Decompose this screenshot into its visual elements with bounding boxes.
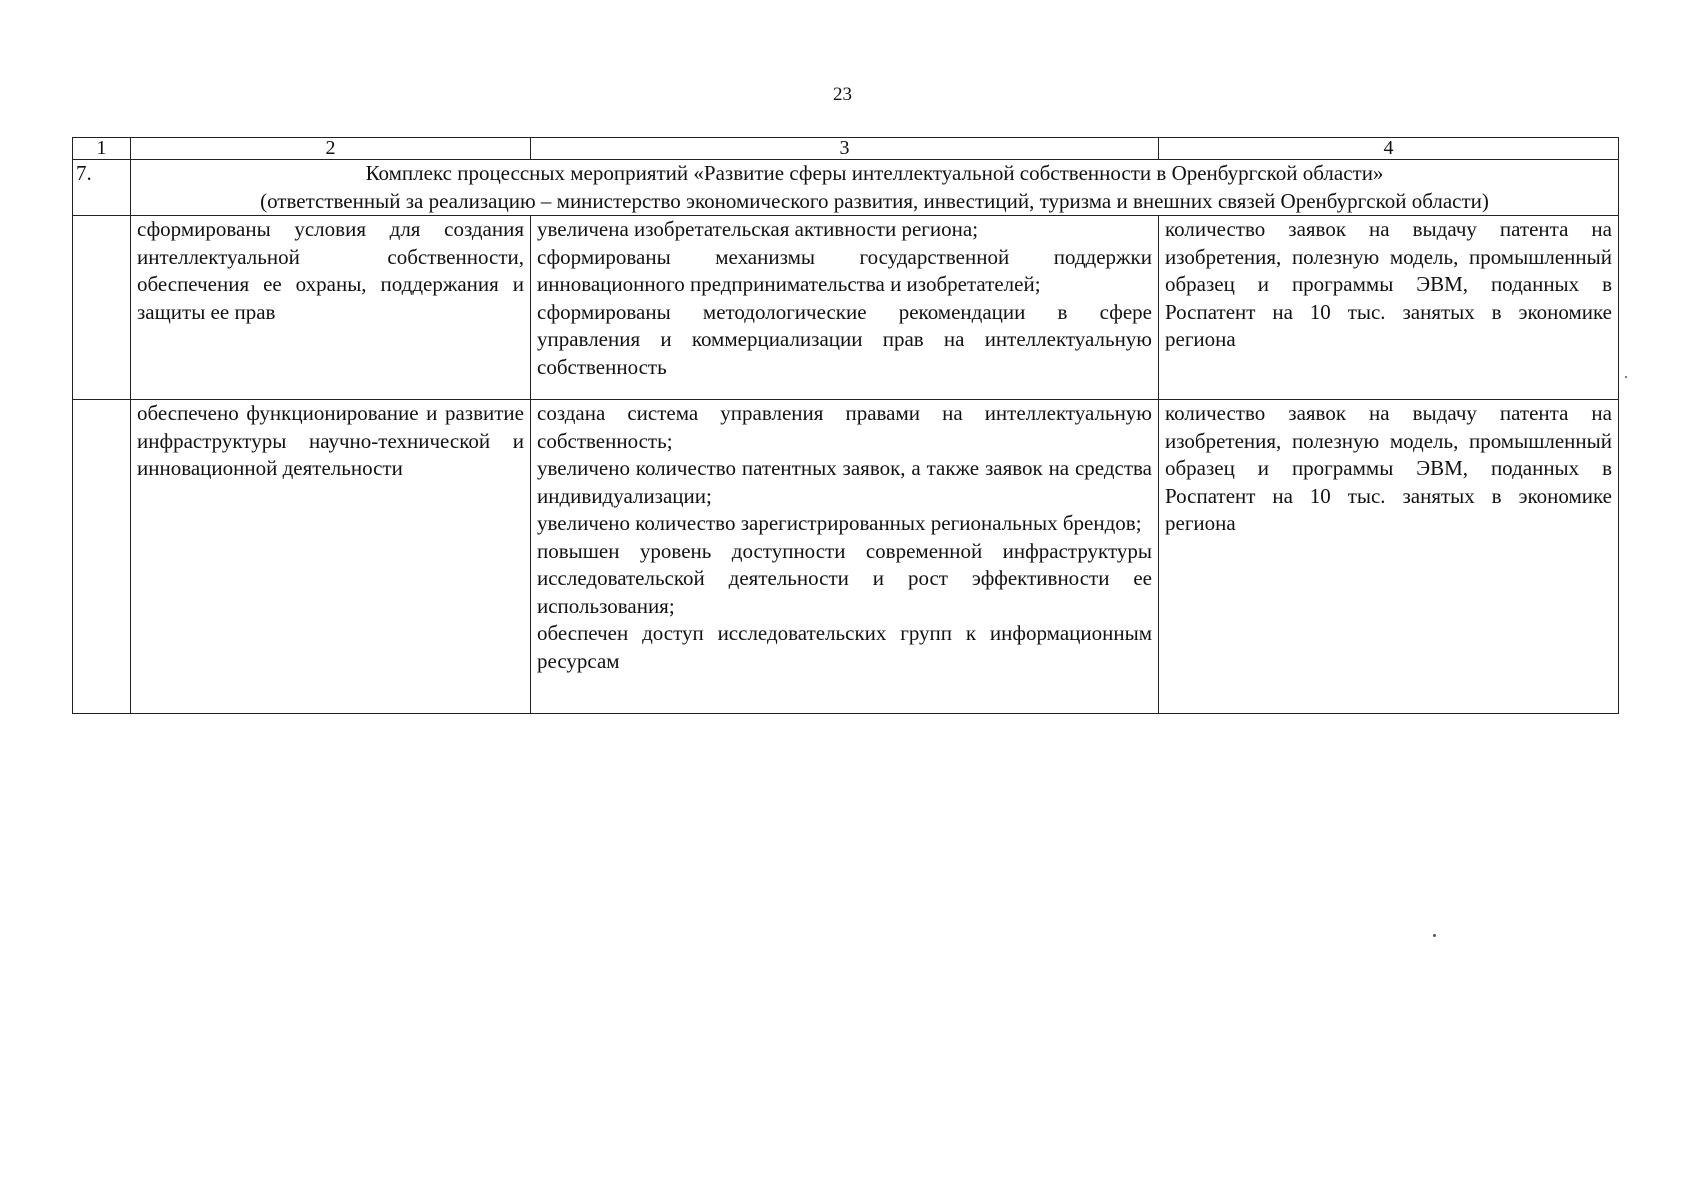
- task-cell: обеспечено функционирование и развитие инфраструктуры научно-технической и инновационной деятельности: [131, 400, 531, 714]
- result-item: повышен уровень доступности современной инфраструктуры исследовательской деятельности и рост эффективности ее использования;: [537, 538, 1152, 618]
- section-title: Комплекс процессных мероприятий «Развитие сферы интеллектуальной собственности в Оренбургской области»: [365, 161, 1384, 185]
- table-row: [73, 400, 1619, 714]
- section-number: 7.: [73, 160, 131, 216]
- section-row: [73, 160, 1619, 216]
- section-heading: [131, 160, 1619, 216]
- result-item: создана система управления правами на интеллектуальную собственность;: [537, 401, 1152, 453]
- result-item: увеличено количество патентных заявок, а также заявок на средства индивидуализации;: [537, 456, 1152, 508]
- measures-table: [72, 137, 1619, 714]
- column-number-2: 2: [131, 138, 531, 160]
- column-number-1: 1: [73, 138, 131, 160]
- result-item: обеспечен доступ исследовательских групп к информационным ресурсам: [537, 621, 1152, 673]
- table-row: [73, 216, 1619, 400]
- row-number-cell: [73, 400, 131, 714]
- section-responsible: (ответственный за реализацию – министерство экономического развития, инвестиций, туризма и внешних связей Оренбургской области): [260, 188, 1489, 213]
- result-item: увеличена изобретательская активности региона;: [537, 217, 979, 241]
- indicator-cell: количество заявок на выдачу патента на изобретения, полезную модель, промышленный образец и программы ЭВМ, поданных в Роспатент на 10 тыс. занятых в экономике региона: [1159, 400, 1619, 714]
- result-item: увеличено количество зарегистрированных региональных брендов;: [537, 511, 1142, 535]
- result-cell: [531, 216, 1159, 400]
- scan-speck: [1433, 934, 1436, 937]
- page-number: 23: [833, 84, 852, 105]
- result-item: сформированы механизмы государственной поддержки инновационного предпринимательства и изобретателей;: [537, 244, 1152, 296]
- scan-speck: [1625, 376, 1627, 378]
- column-number-4: 4: [1159, 138, 1619, 160]
- column-number-row: [73, 138, 1619, 160]
- result-item: сформированы методологические рекомендации в сфере управления и коммерциализации прав на интеллектуальную собственность: [537, 299, 1152, 379]
- result-cell: [531, 400, 1159, 714]
- task-cell: сформированы условия для создания интеллектуальной собственности, обеспечения ее охраны, поддержания и защиты ее прав: [131, 216, 531, 400]
- indicator-cell: количество заявок на выдачу патента на изобретения, полезную модель, промышленный образец и программы ЭВМ, поданных в Роспатент на 10 тыс. занятых в экономике региона: [1159, 216, 1619, 400]
- column-number-3: 3: [531, 138, 1159, 160]
- row-number-cell: [73, 216, 131, 400]
